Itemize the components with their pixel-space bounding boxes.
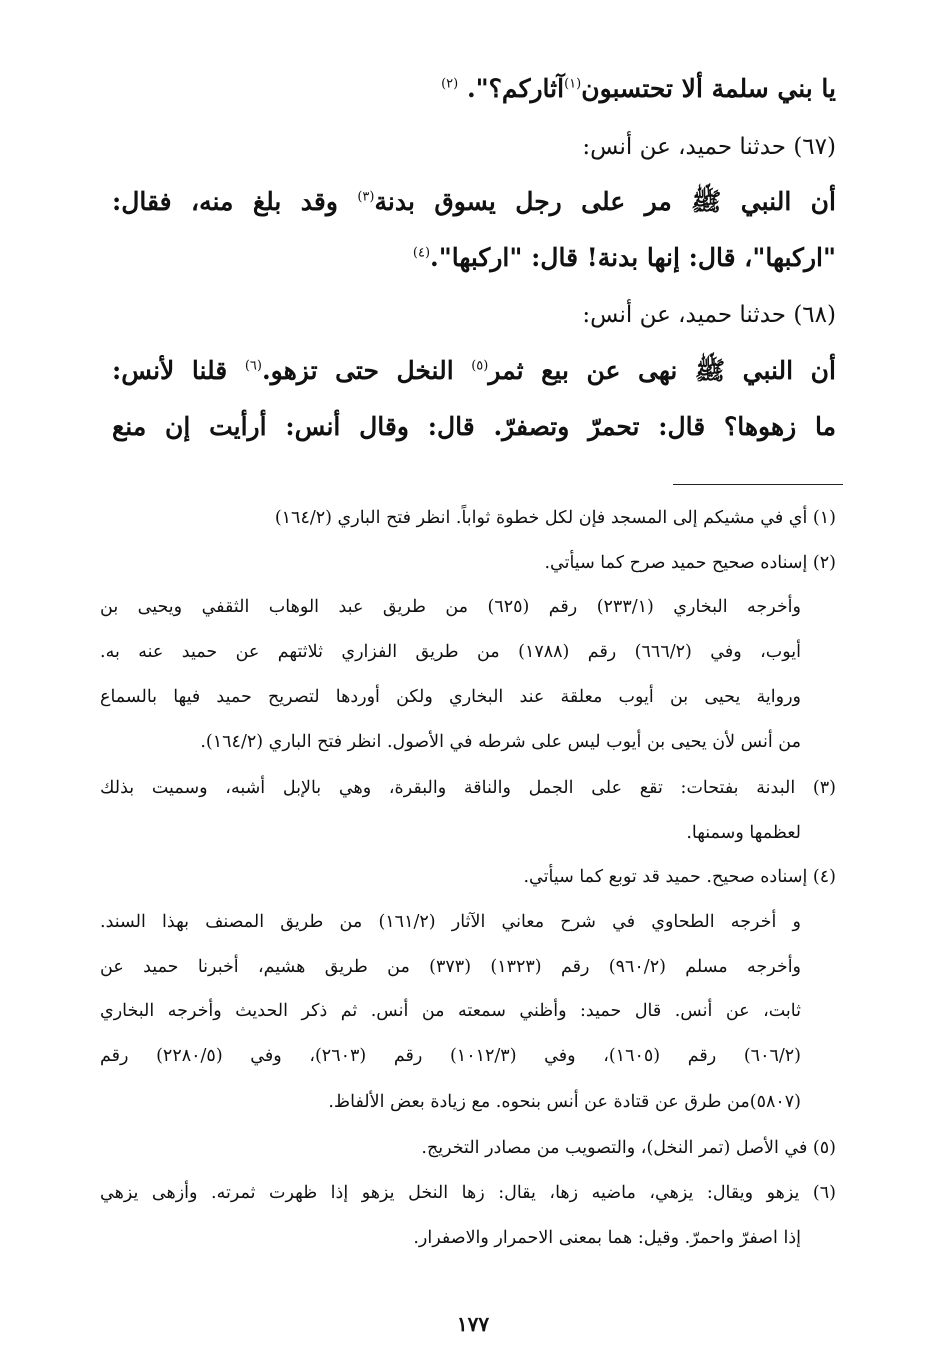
body-text: "اركبها"، قال: إنها بدنة! قال: "اركبها". (430, 243, 836, 272)
hadith-header-67: (٦٧) حدثنا حميد، عن أنس: (582, 134, 836, 160)
body-text: آثاركم؟". (466, 74, 565, 103)
body-text: قلنا لأنس: (112, 356, 228, 385)
footnote-ref-5: (٥) (471, 358, 489, 374)
footnote-2-line-1: وأخرجه البخاري (٢٣٣/١) رقم (٦٢٥) من طريق عبد الوهاب الثقفي ويحيى بن (100, 597, 801, 617)
body-line-7: ما زهوها؟ قال: تحمرّ وتصفرّ. قال: وقال أنس: أرأيت إن منع (112, 412, 836, 441)
footnote-4-line-5: (٥٨٠٧)من طرق عن قتادة عن أنس بنحوه. مع زيادة بعض الألفاظ. (328, 1092, 801, 1112)
body-line-1 (441, 74, 836, 103)
footnote-ref-2: (٢) (441, 76, 459, 92)
page-number: ١٧٧ (456, 1312, 490, 1336)
footnote-separator (673, 484, 843, 485)
footnote-ref-6: (٦) (244, 358, 262, 374)
footnote-2: (٢) إسناده صحيح حميد صرح كما سيأتي. (544, 553, 836, 573)
hadith-header-68: (٦٨) حدثنا حميد، عن أنس: (582, 302, 836, 328)
footnote-6-line-1: (٦) يزهو ويقال: يزهي، ماضيه زها، يقال: زها النخل يزهو إذا ظهرت ثمرته. وأزهى يزهي (100, 1183, 836, 1203)
footnote-4-line-4: (٦٠٦/٢) رقم (١٦٠٥)، وفي (١٠١٢/٣) رقم (٢٦٠٣)، وفي (٢٢٨٠/٥) رقم (100, 1046, 801, 1066)
footnote-4-line-2: وأخرجه مسلم (٩٦٠/٢) رقم (١٣٢٣) (٣٧٣) من طريق هشيم، أخبرنا حميد عن (100, 957, 802, 977)
footnote-1: (١) أي في مشيكم إلى المسجد فإن لكل خطوة ثواباً. انظر فتح الباري (١٦٤/٢) (274, 508, 836, 528)
footnote-ref-3: (٣) (357, 189, 375, 205)
footnote-3-line-1: (٣) البدنة بفتحات: تقع على الجمل والناقة والبقرة، وهي بالإبل أشبه، وسميت بذلك (100, 778, 836, 798)
footnote-4-line-3: ثابت، عن أنس. قال حميد: وأظني سمعته من أنس. ثم ذكر الحديث وأخرجه البخاري (100, 1001, 801, 1021)
footnote-4: (٤) إسناده صحيح. حميد قد توبع كما سيأتي. (523, 867, 836, 887)
footnote-ref-1: (١) (564, 76, 582, 92)
body-line-4 (413, 243, 836, 272)
body-line-6 (112, 355, 836, 392)
footnote-6-line-2: إذا اصفرّ واحمرّ. وقيل: هما بمعنى الاحمرار والاصفرار. (413, 1228, 801, 1248)
body-text: يا بني سلمة ألا تحتسبون (581, 74, 836, 103)
footnote-ref-4: (٤) (412, 245, 431, 261)
footnote-2-line-2: أيوب، وفي (٦٦٦/٢) رقم (١٧٨٨) من طريق الفزاري ثلاثتهم عن حميد عنه به. (100, 642, 801, 662)
body-text: النخل حتى تزهو. (261, 356, 454, 385)
footnote-2-line-4: من أنس لأن يحيى بن أيوب ليس على شرطه في الأصول. انظر فتح الباري (١٦٤/٢). (200, 732, 801, 752)
footnote-3-line-2: لعظمها وسمنها. (686, 823, 801, 843)
body-text: وقد بلغ منه، فقال: (112, 187, 338, 216)
body-text: أن النبي ﷺ مر على رجل يسوق بدنة (374, 187, 836, 216)
body-text: أن النبي ﷺ نهى عن بيع ثمر (488, 356, 836, 385)
body-line-3 (112, 186, 836, 223)
footnote-2-line-3: ورواية يحيى بن أيوب معلقة عند البخاري ولكن أوردها لتصريح حميد فيها بالسماع (100, 687, 801, 707)
footnote-5: (٥) في الأصل (تمر النخل)، والتصويب من مصادر التخريج. (421, 1138, 836, 1158)
footnote-4-line-1: و أخرجه الطحاوي في شرح معاني الآثار (١٦١/٢) من طريق المصنف بهذا السند. (100, 912, 801, 932)
